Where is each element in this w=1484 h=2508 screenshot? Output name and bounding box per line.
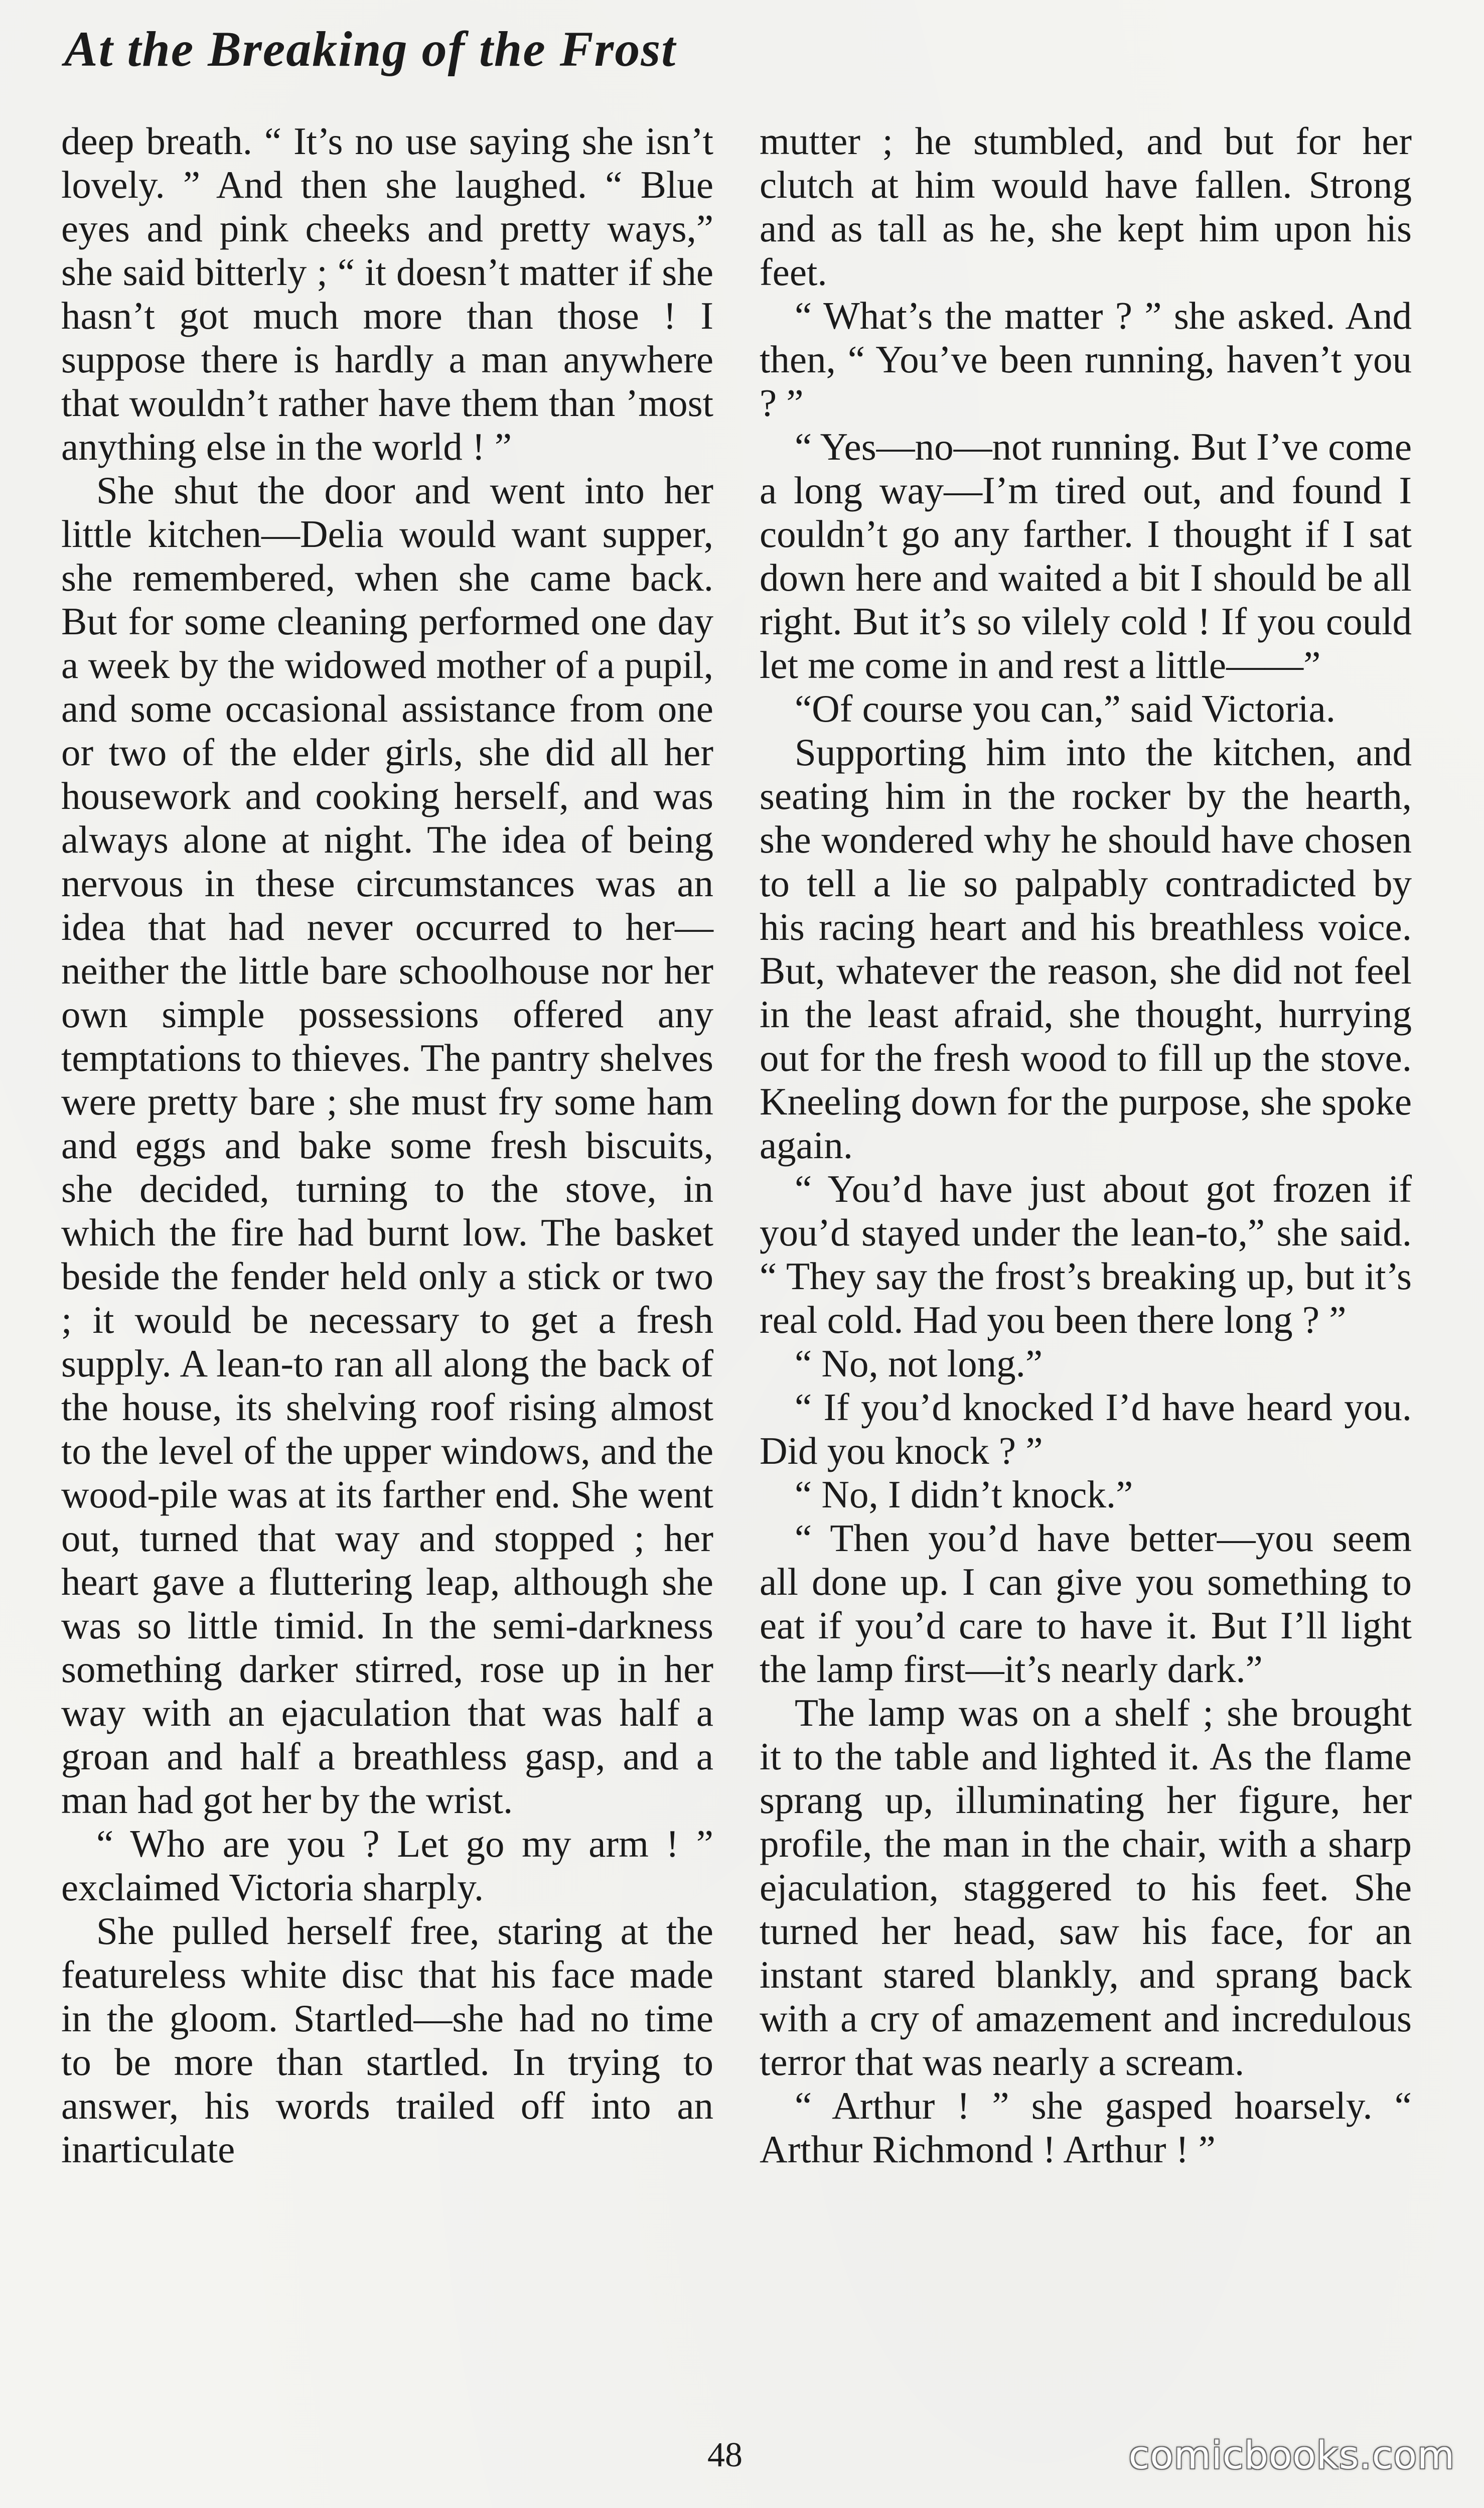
watermark-logo: comicbooks.com (1128, 2433, 1455, 2477)
paragraph: “ If you’d knocked I’d have heard you. Did you knock ? ” (760, 1385, 1412, 1472)
paragraph: “ Then you’d have better—you seem all done up. I can give you something to eat if you’d care to have it. But I’ll light the lamp first—it’s nearly dark.” (760, 1516, 1412, 1691)
paragraph: “ Who are you ? Let go my arm ! ” exclaimed Victoria sharply. (61, 1822, 713, 1909)
left-text-column (61, 119, 713, 2171)
paragraph: “ What’s the matter ? ” she asked. And then, “ You’ve been running, haven’t you ? ” (760, 294, 1412, 425)
story-title: At the Breaking of the Frost (64, 21, 677, 77)
paragraph: The lamp was on a shelf ; she brought it to the table and lighted it. As the flame sprang up, illuminating her figure, her profile, the man in the chair, with a sharp ejaculation, staggered to his feet. She turned her head, saw his face, for an instant stared blankly, and sprang back with a cry of amazement and incredulous terror that was nearly a scream. (760, 1691, 1412, 2083)
paragraph: “Of course you can,” said Victoria. (795, 687, 1335, 730)
right-text-column (760, 119, 1412, 2171)
page-number: 48 (707, 2436, 743, 2474)
paragraph: She shut the door and went into her little kitchen—Delia would want supper, she remembered, when she came back. But for some cleaning performed one day a week by the widowed mother of a pupil, and some occasional assistance from one or two of the elder girls, she did all her housework and cooking herself, and was always alone at night. The idea of being nervous in these circumstances was an idea that had never occurred to her—neither the little bare schoolhouse nor her own simple possessions offered any temptations to thieves. The pantry shelves were pretty bare ; she must fry some ham and eggs and bake some fresh biscuits, she decided, turning to the stove, in which the fire had burnt low. The basket beside the fender held only a stick or two ; it would be necessary to get a fresh supply. A lean-to ran all along the back of the house, its shelving roof rising almost to the level of the upper windows, and the wood-pile was at its farther end. She went out, turned that way and stopped ; her heart gave a fluttering leap, although she was so little timid. In the semi-darkness something darker stirred, rose up in her way with an ejaculation that was half a groan and half a breathless gasp, and a man had got her by the wrist. (61, 469, 713, 1822)
paragraph: “ No, not long.” (795, 1342, 1043, 1385)
paragraph: “ Arthur ! ” she gasped hoarsely. “ Arthur Richmond ! Arthur ! ” (760, 2084, 1412, 2171)
paragraph: “ You’d have just about got frozen if you’d stayed under the lean-to,” she said. “ They say the frost’s breaking up, but it’s real cold. Had you been there long ? ” (760, 1167, 1412, 1341)
paragraph: deep breath. “ It’s no use saying she isn’t lovely. ” And then she laughed. “ Blue eyes and pink cheeks and pretty ways,” she said bitterly ; “ it doesn’t matter if she hasn’t got much more than those ! I suppose there is hardly a man anywhere that wouldn’t rather have them than ’most anything else in the world ! ” (61, 119, 713, 468)
paragraph: Supporting him into the kitchen, and seating him in the rocker by the hearth, she wondered why he should have chosen to tell a lie so palpably contradicted by his racing heart and his breathless voice. But, whatever the reason, she did not feel in the least afraid, she thought, hurrying out for the fresh wood to fill up the stove. Kneeling down for the purpose, she spoke again. (760, 731, 1412, 1167)
paragraph: She pulled herself free, staring at the featureless white disc that his face made in the gloom. Startled—she had no time to be more than startled. In trying to answer, his words trailed off into an inarticulate (61, 1909, 713, 2171)
paragraph: mutter ; he stumbled, and but for her clutch at him would have fallen. Strong and as tall as he, she kept him upon his feet. (760, 119, 1412, 294)
paragraph: “ Yes—no—not running. But I’ve come a long way—I’m tired out, and found I couldn’t go any farther. I thought if I sat down here and waited a bit I should be all right. But it’s so vilely cold ! If you could let me come in and rest a little——” (760, 425, 1412, 686)
paragraph: “ No, I didn’t knock.” (795, 1473, 1133, 1516)
